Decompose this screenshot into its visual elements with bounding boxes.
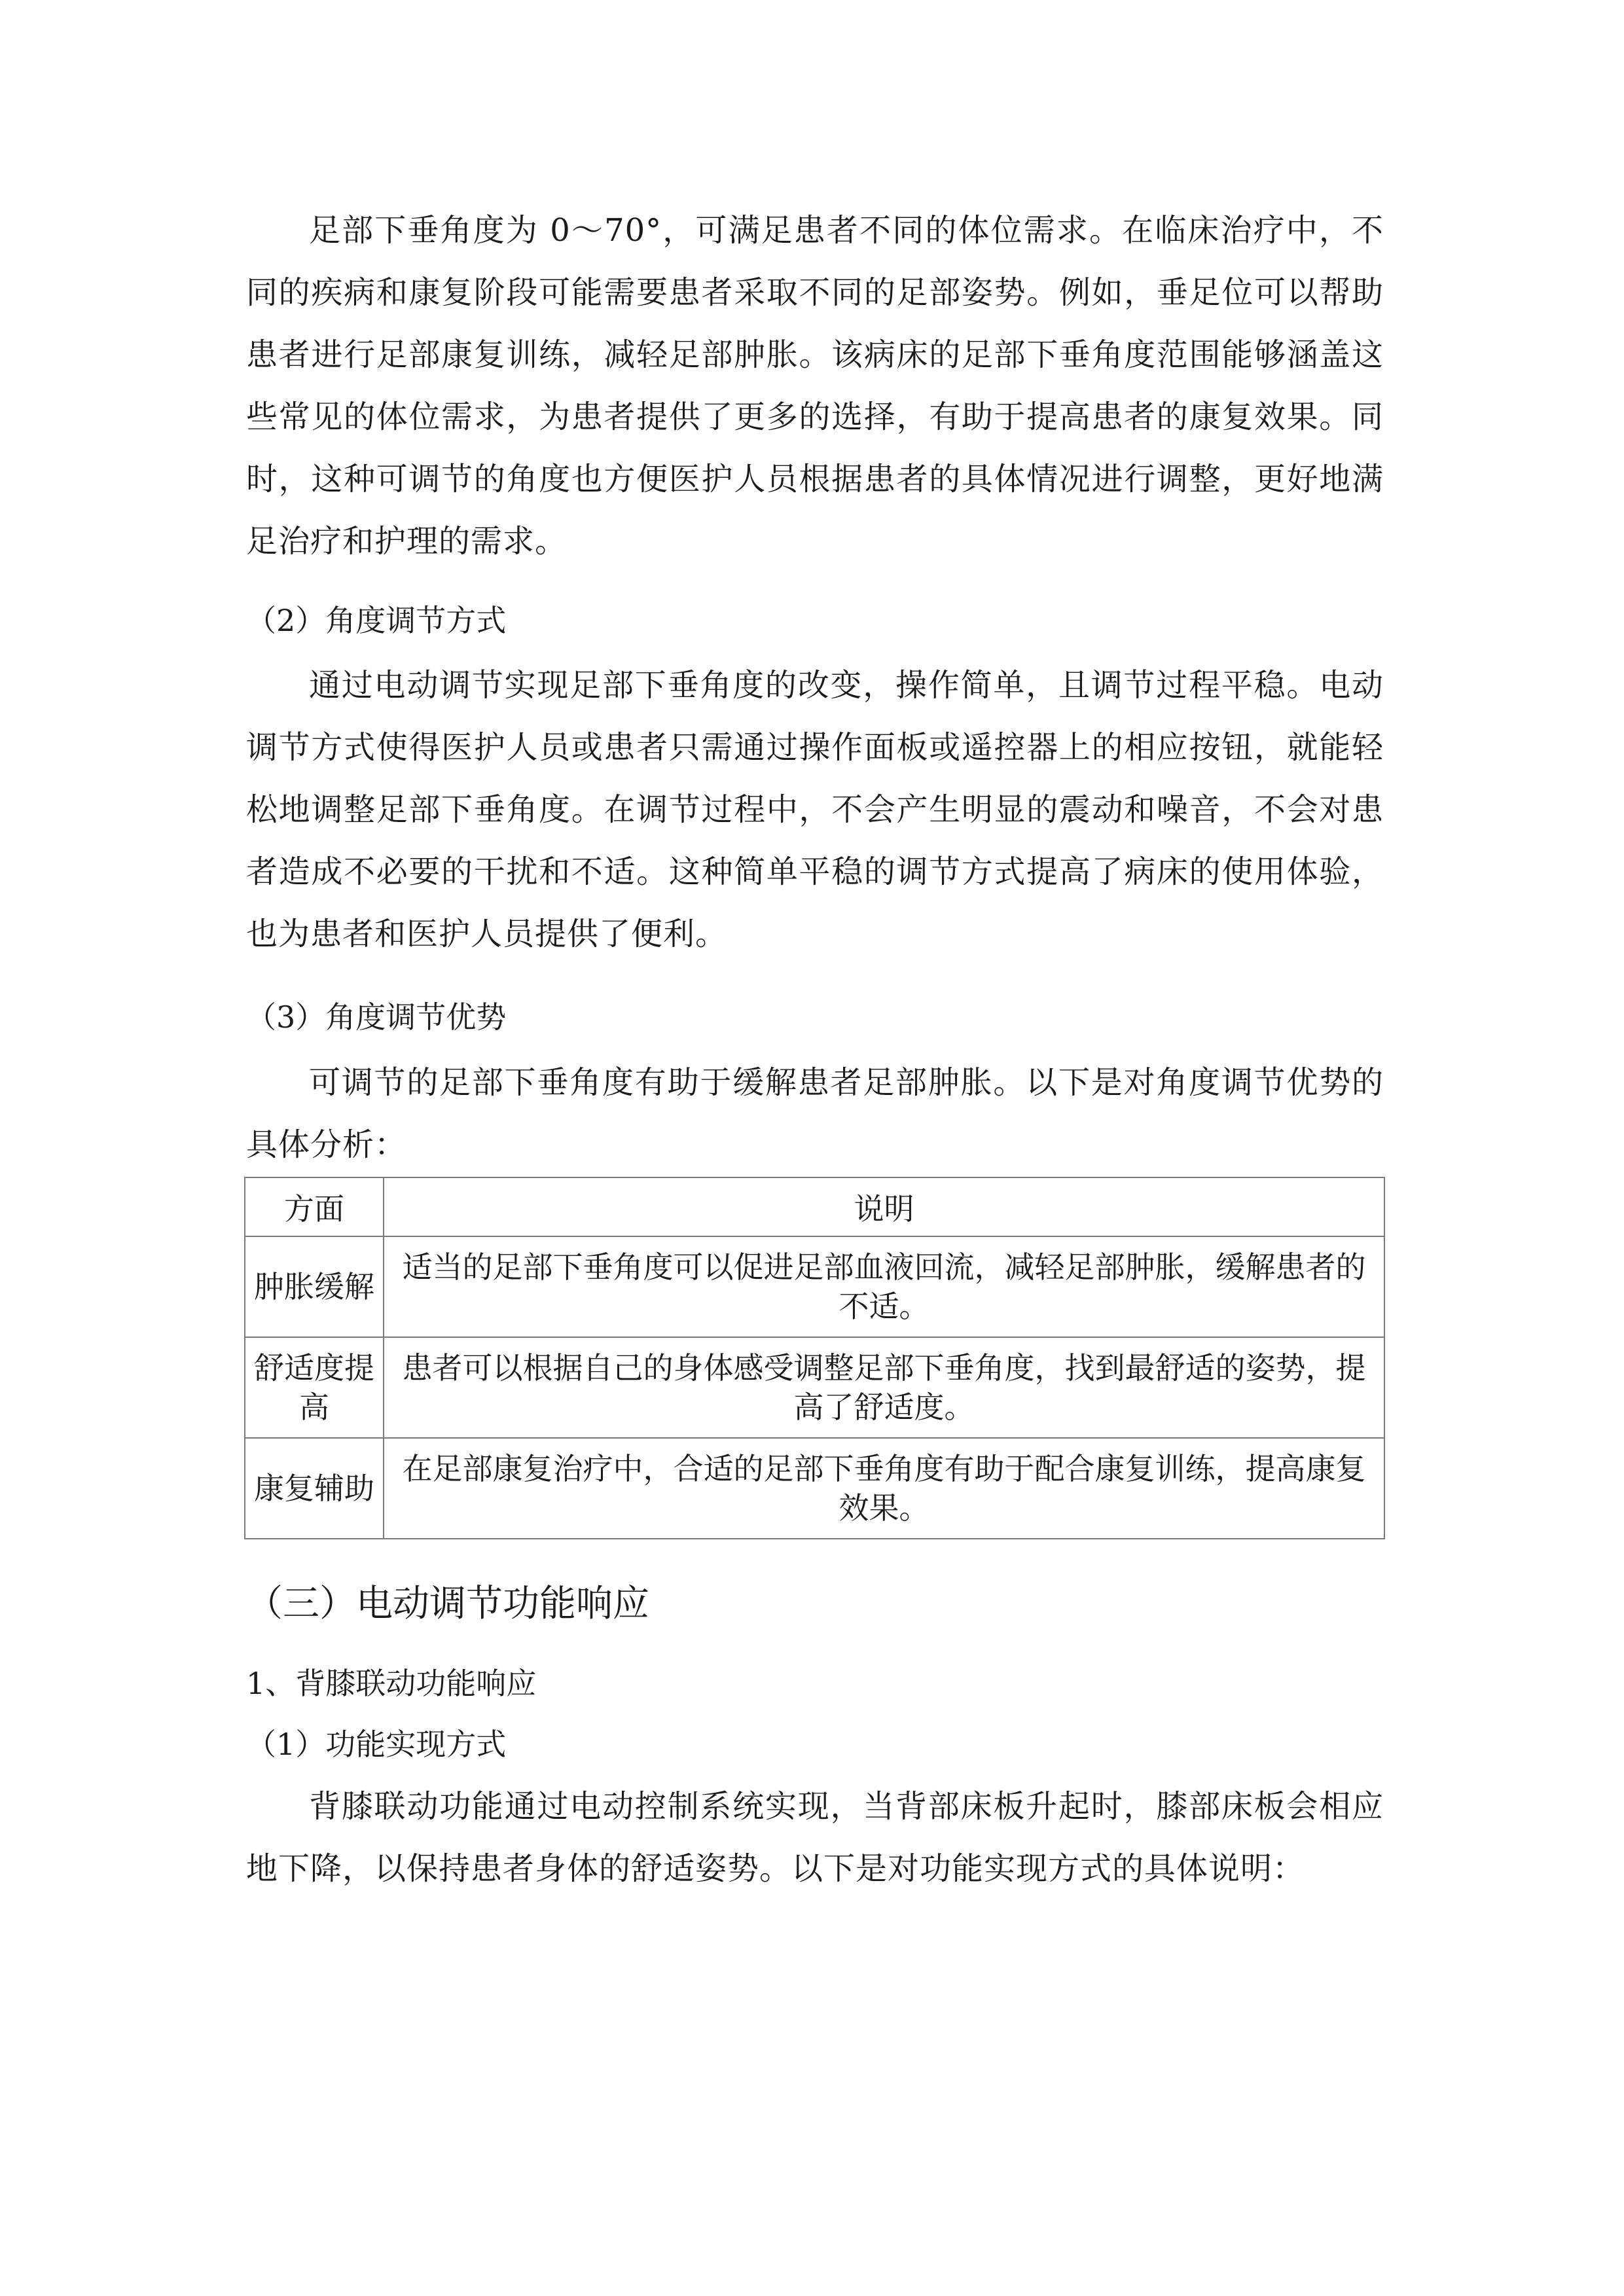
table-cell-aspect: 舒适度提高 — [245, 1337, 384, 1438]
paragraph-adjustment-method: 通过电动调节实现足部下垂角度的改变，操作简单，且调节过程平稳。电动调节方式使得医护人员或患者只需通过操作面板或遥控器上的相应按钮，就能轻松地调整足部下垂角度。在调节过程中，不会产生明显的震动和噪音，不会对患者造成不必要的干扰和不适。这种简单平稳的调节方式提高了病床的使用体验，也为患者和医护人员提供了便利。 — [246, 667, 1384, 952]
table-cell-aspect: 康复辅助 — [245, 1438, 384, 1539]
subheading-function-implementation: （1）功能实现方式 — [246, 1727, 507, 1762]
table-cell-description: 适当的足部下垂角度可以促进足部血液回流，减轻足部肿胀，缓解患者的不适。 — [384, 1236, 1384, 1337]
table-row — [245, 1438, 1384, 1539]
table-cell-description: 患者可以根据自己的身体感受调整足部下垂角度，找到最舒适的姿势，提高了舒适度。 — [384, 1337, 1384, 1438]
advantages-table — [244, 1177, 1385, 1539]
table-cell-description: 在足部康复治疗中，合适的足部下垂角度有助于配合康复训练，提高康复效果。 — [384, 1438, 1384, 1539]
table-row — [245, 1236, 1384, 1337]
section-heading-electric-adjustment: （三）电动调节功能响应 — [246, 1583, 649, 1625]
heading-back-knee-linkage: 1、背膝联动功能响应 — [246, 1666, 537, 1701]
subheading-adjustment-method: （2）角度调节方式 — [246, 603, 507, 638]
table-header-description: 说明 — [384, 1177, 1384, 1236]
table-header-aspect: 方面 — [245, 1177, 384, 1236]
paragraph-foot-drop-range: 足部下垂角度为 0～70°，可满足患者不同的体位需求。在临床治疗中，不同的疾病和康复阶段可能需要患者采取不同的足部姿势。例如，垂足位可以帮助患者进行足部康复训练，减轻足部肿胀。该病床的足部下垂角度范围能够涵盖这些常见的体位需求，为患者提供了更多的选择，有助于提高患者的康复效果。同时，这种可调节的角度也方便医护人员根据患者的具体情况进行调整，更好地满足治疗和护理的需求。 — [246, 212, 1384, 560]
table-cell-aspect: 肿胀缓解 — [245, 1236, 384, 1337]
table-row — [245, 1337, 1384, 1438]
table-header-row — [245, 1177, 1384, 1236]
paragraph-function-implementation: 背膝联动功能通过电动控制系统实现，当背部床板升起时，膝部床板会相应地下降，以保持患者身体的舒适姿势。以下是对功能实现方式的具体说明： — [246, 1788, 1384, 1887]
paragraph-adjustment-advantages: 可调节的足部下垂角度有助于缓解患者足部肿胀。以下是对角度调节优势的具体分析： — [246, 1064, 1384, 1163]
subheading-adjustment-advantages: （3）角度调节优势 — [246, 999, 507, 1035]
